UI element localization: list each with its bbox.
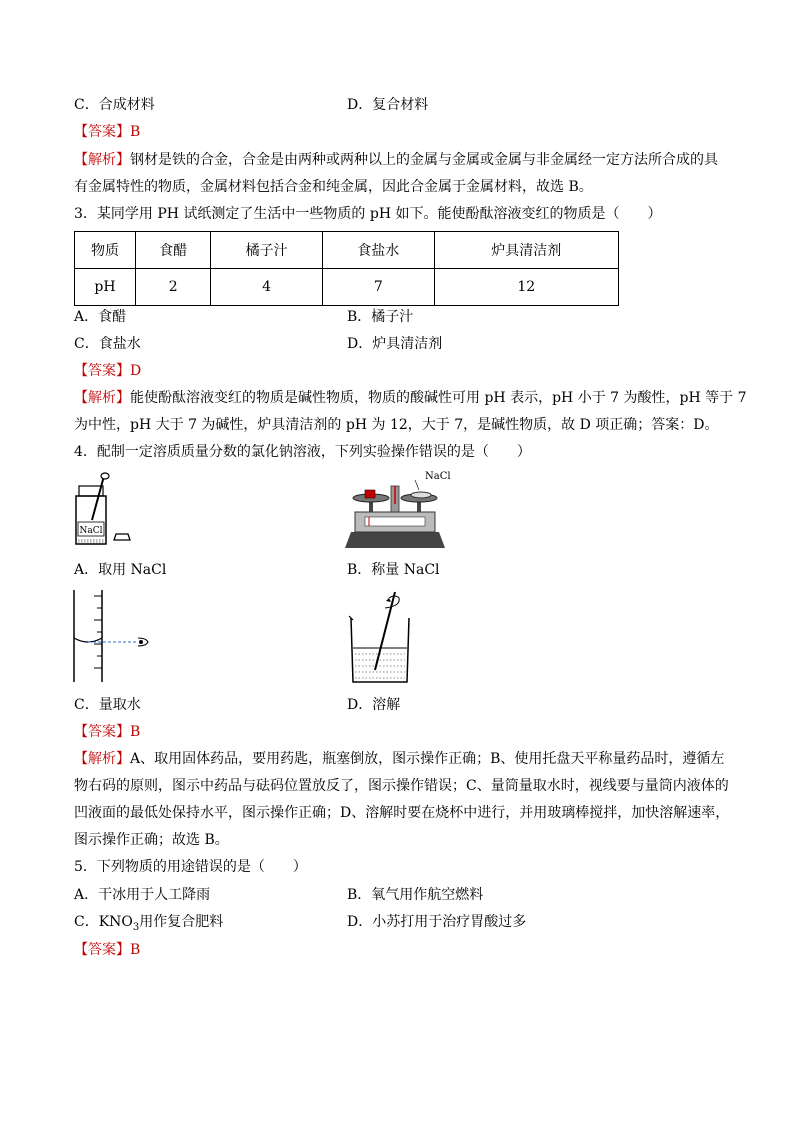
q2-analysis-1 <box>74 150 718 170</box>
analysis-tag: 【解析】 <box>74 751 130 767</box>
table-cell: 橘子汁 <box>211 232 323 269</box>
q4-analysis-1 <box>74 749 724 769</box>
beaker-figure <box>345 588 425 684</box>
option-c-text-rest: 用作复合肥料 <box>139 914 224 930</box>
answer-tag: 【答案】 <box>74 942 130 958</box>
analysis-tag: 【解析】 <box>74 152 130 168</box>
q2-option-c: C．合成材料 <box>74 97 155 113</box>
q5-option-c <box>74 912 223 938</box>
q4-option-c: C．量取水 <box>74 697 141 713</box>
table-cell: 炉具清洁剂 <box>434 232 618 269</box>
q4-analysis-4: 图示操作正确；故选 B。 <box>74 832 229 848</box>
q3-option-b: B．橘子汁 <box>347 309 414 325</box>
q5-option-a: A．干冰用于人工降雨 <box>74 887 211 903</box>
answer-tag: 【答案】 <box>74 363 130 379</box>
bottle-label: NaCl <box>79 526 103 536</box>
table-cell: 2 <box>136 269 211 306</box>
q4-analysis-3: 凹液面的最低处保持水平，图示操作正确；D、溶解时要在烧杯中进行，并用玻璃棒搅拌，加快溶解速率， <box>74 805 730 821</box>
table-cell: 12 <box>434 269 618 306</box>
q3-answer <box>74 361 141 381</box>
q3-option-c: C．食盐水 <box>74 336 141 352</box>
q5-answer <box>74 940 140 960</box>
q4-stem: 4．配制一定溶质质量分数的氯化钠溶液，下列实验操作错误的是（ ） <box>74 444 531 460</box>
analysis-tag: 【解析】 <box>74 390 130 406</box>
q4-answer <box>74 722 140 742</box>
ph-table <box>74 231 619 306</box>
q5-option-b: B．氧气用作航空燃料 <box>347 887 484 903</box>
q2-answer <box>74 122 140 142</box>
table-cell: 食盐水 <box>322 232 434 269</box>
table-cell: 7 <box>322 269 434 306</box>
table-cell: 物质 <box>75 232 136 269</box>
q5-stem: 5．下列物质的用途错误的是（ ） <box>74 859 307 875</box>
answer-value: B <box>130 942 141 958</box>
q4-option-b: B．称量 NaCl <box>347 562 440 578</box>
analysis-text: A、取用固体药品，要用药匙，瓶塞倒放，图示操作正确；B、使用托盘天平称量药品时，遵循左 <box>130 751 725 767</box>
q2-analysis-2: 有金属特性的物质，金属材料包括合金和纯金属，因此合金属于金属材料，故选 B。 <box>74 179 593 195</box>
balance-label: NaCl <box>425 471 451 482</box>
analysis-text: 能使酚酞溶液变红的物质是碱性物质，物质的酸碱性可用 pH 表示，pH 小于 7 为酸性，pH 等于 7 <box>130 390 747 406</box>
q5-option-d: D．小苏打用于治疗胃酸过多 <box>347 914 527 930</box>
graduated-cylinder-figure <box>68 588 158 684</box>
q3-option-d: D．炉具清洁剂 <box>347 336 443 352</box>
q4-option-d: D．溶解 <box>347 697 401 713</box>
q3-stem: 3．某同学用 PH 试纸测定了生活中一些物质的 pH 如下。能使酚酞溶液变红的物质是（ ） <box>74 206 662 222</box>
answer-value: B <box>130 124 141 140</box>
table-row <box>75 232 619 269</box>
q4-analysis-2: 物右码的原则，图示中药品与砝码位置放反了，图示操作错误；C、量筒量取水时，视线要与量筒内液体的 <box>74 778 729 794</box>
table-cell: 4 <box>211 269 323 306</box>
q3-option-a: A．食醋 <box>74 309 127 325</box>
answer-tag: 【答案】 <box>74 124 130 140</box>
analysis-text: 钢材是铁的合金，合金是由两种或两种以上的金属与金属或金属与非金属经一定方法所合成的具 <box>130 152 718 168</box>
reagent-bottle-figure <box>70 470 140 550</box>
table-cell: 食醋 <box>136 232 211 269</box>
balance-figure <box>345 468 455 552</box>
option-c-text: C．KNO <box>74 914 133 930</box>
q3-analysis-1 <box>74 388 746 408</box>
answer-value: B <box>130 724 141 740</box>
q2-option-d: D．复合材料 <box>347 97 429 113</box>
table-cell: pH <box>75 269 136 306</box>
table-row <box>75 269 619 306</box>
answer-value: D <box>130 363 142 379</box>
q4-option-a: A．取用 NaCl <box>74 562 167 578</box>
q3-analysis-2: 为中性，pH 大于 7 为碱性，炉具清洁剂的 pH 为 12，大于 7，是碱性物质，故 D 项正确；答案：D。 <box>74 417 719 433</box>
option-c-subscript: 3 <box>132 921 140 933</box>
answer-tag: 【答案】 <box>74 724 130 740</box>
